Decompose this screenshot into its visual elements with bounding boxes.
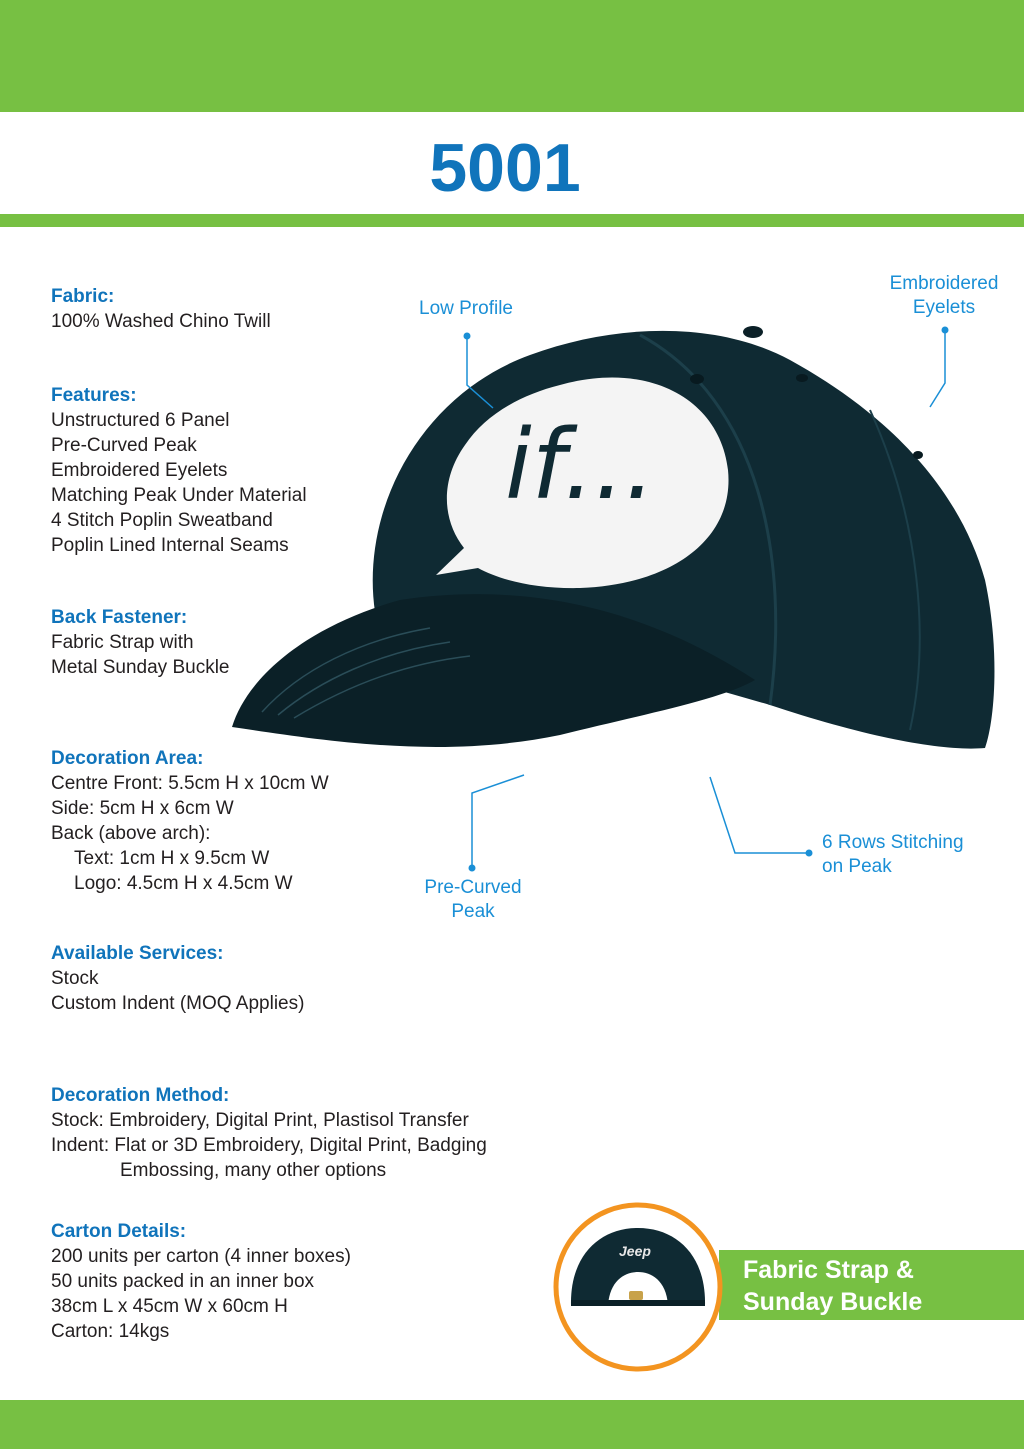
available-services-line: Custom Indent (MOQ Applies) bbox=[51, 993, 305, 1014]
feature-line: Pre-Curved Peak bbox=[51, 435, 197, 456]
badge-line: Sunday Buckle bbox=[743, 1288, 923, 1316]
feature-line: Unstructured 6 Panel bbox=[51, 410, 230, 431]
back-fastener-line: Metal Sunday Buckle bbox=[51, 657, 230, 678]
decoration-area-line: Back (above arch): bbox=[51, 823, 211, 844]
decoration-method-line: Indent: Flat or 3D Embroidery, Digital Print, Badging bbox=[51, 1135, 487, 1156]
carton-details-line: 200 units per carton (4 inner boxes) bbox=[51, 1246, 351, 1267]
decoration-area-heading: Decoration Area: bbox=[51, 748, 204, 769]
features-heading: Features: bbox=[51, 385, 137, 406]
carton-details-line: Carton: 14kgs bbox=[51, 1321, 170, 1342]
decoration-area-line: Centre Front: 5.5cm H x 10cm W bbox=[51, 773, 329, 794]
cap-logo-text: if... bbox=[505, 409, 656, 521]
product-code: 5001 bbox=[429, 130, 581, 206]
callout-line: on Peak bbox=[822, 856, 892, 877]
carton-details-heading: Carton Details: bbox=[51, 1221, 187, 1242]
carton-details-line: 38cm L x 45cm W x 60cm H bbox=[51, 1296, 288, 1317]
decoration-area-line: Text: 1cm H x 9.5cm W bbox=[74, 848, 270, 869]
feature-line: Embroidered Eyelets bbox=[51, 460, 228, 481]
callout-low-profile: Low Profile bbox=[419, 298, 513, 319]
callout-line: 6 Rows Stitching bbox=[822, 832, 964, 853]
decoration-area-line: Side: 5cm H x 6cm W bbox=[51, 798, 234, 819]
bottom-green-band bbox=[0, 1400, 1024, 1449]
back-fastener-line: Fabric Strap with bbox=[51, 632, 194, 653]
badge-line: Fabric Strap & bbox=[743, 1256, 914, 1284]
decoration-method-line: Stock: Embroidery, Digital Print, Plastisol Transfer bbox=[51, 1110, 469, 1131]
decoration-method-line: Embossing, many other options bbox=[120, 1160, 387, 1181]
available-services-line: Stock bbox=[51, 968, 99, 989]
back-fastener-heading: Back Fastener: bbox=[51, 607, 188, 628]
callout-line: Peak bbox=[451, 901, 495, 922]
back-logo-text: Jeep bbox=[619, 1243, 651, 1259]
available-services-heading: Available Services: bbox=[51, 943, 224, 964]
feature-line: 4 Stitch Poplin Sweatband bbox=[51, 510, 273, 531]
feature-line: Matching Peak Under Material bbox=[51, 485, 307, 506]
feature-line: Poplin Lined Internal Seams bbox=[51, 535, 289, 556]
carton-details-line: 50 units packed in an inner box bbox=[51, 1271, 315, 1292]
fabric-heading: Fabric: bbox=[51, 286, 115, 307]
decoration-method-heading: Decoration Method: bbox=[51, 1085, 230, 1106]
callout-line: Embroidered bbox=[889, 273, 999, 294]
callout-line: Eyelets bbox=[912, 297, 976, 318]
callout-line: Pre-Curved bbox=[424, 877, 522, 898]
decoration-area-line: Logo: 4.5cm H x 4.5cm W bbox=[74, 873, 293, 894]
fabric-line: 100% Washed Chino Twill bbox=[51, 311, 271, 332]
